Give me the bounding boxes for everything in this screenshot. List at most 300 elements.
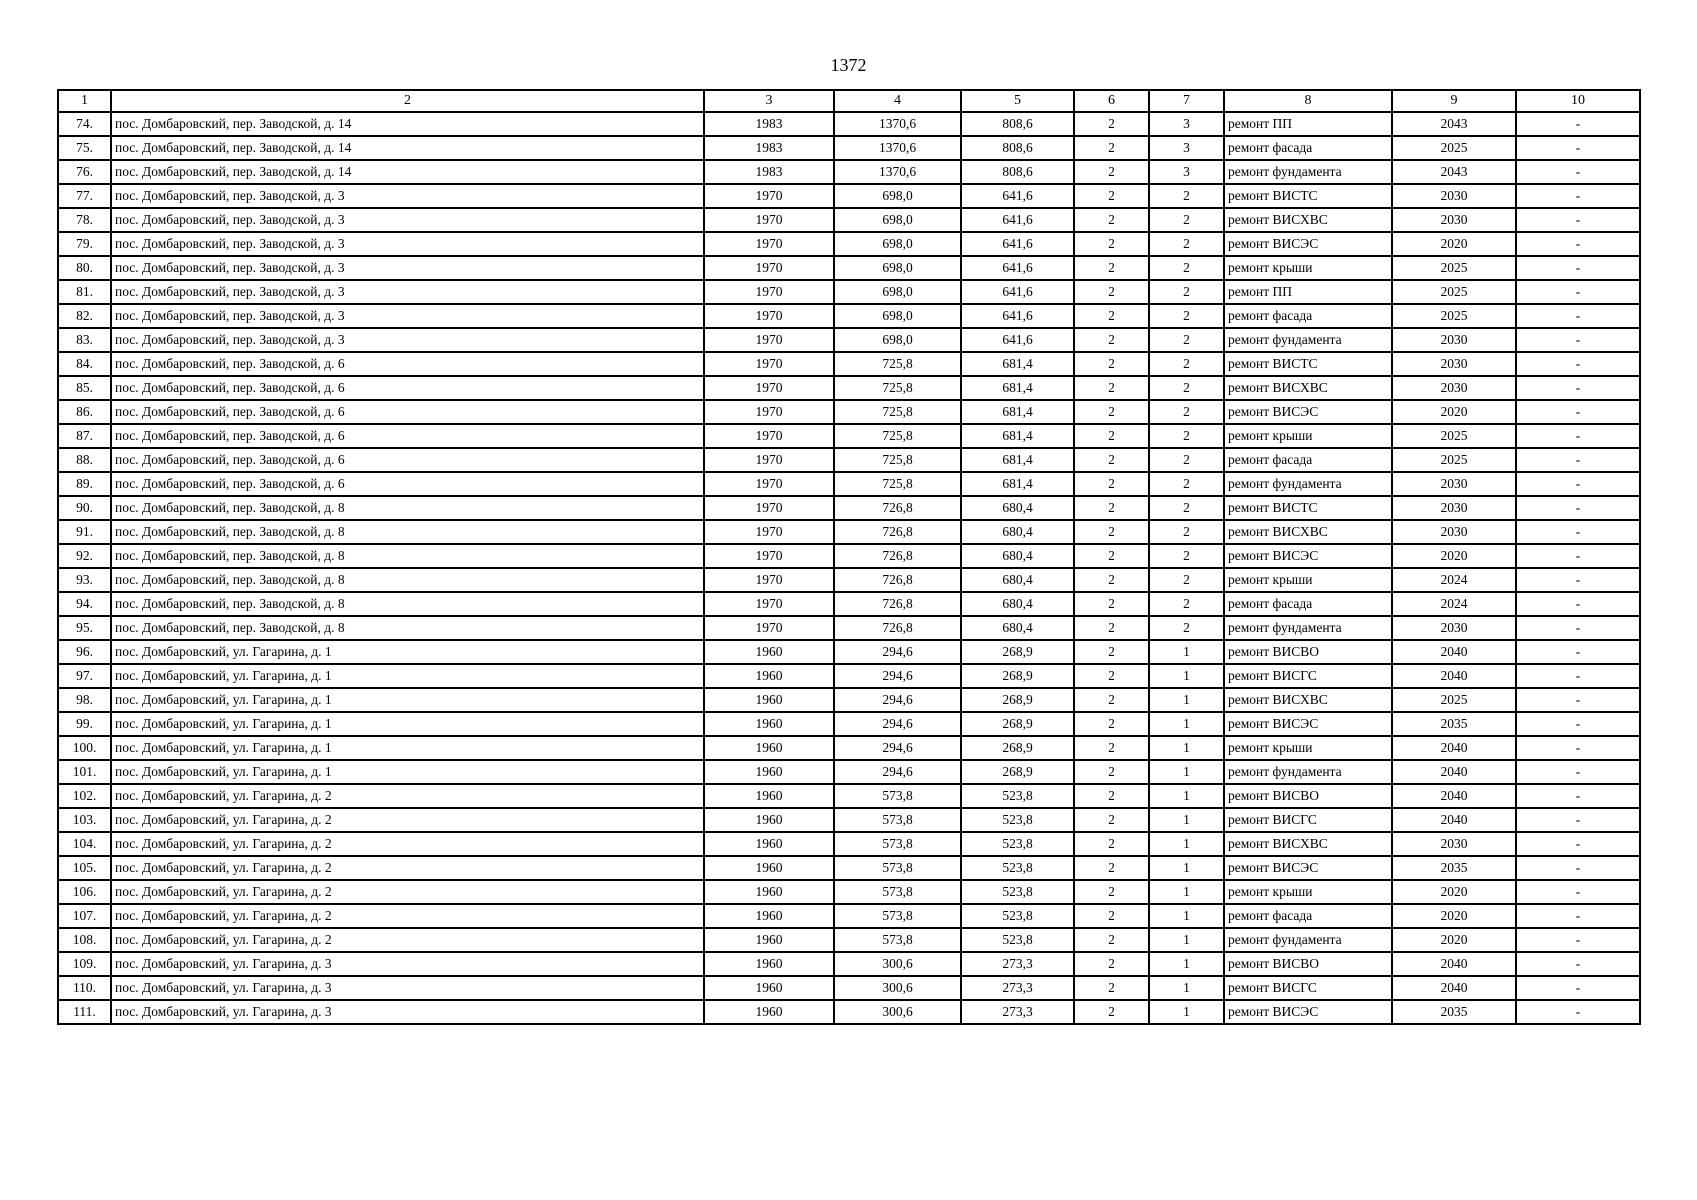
cell-entrances: 2	[1149, 328, 1224, 352]
cell-note: -	[1516, 1000, 1640, 1024]
cell-entrances: 2	[1149, 448, 1224, 472]
cell-note: -	[1516, 856, 1640, 880]
cell-living-area: 808,6	[961, 136, 1074, 160]
cell-total-area: 698,0	[834, 208, 961, 232]
cell-year-built: 1970	[704, 184, 834, 208]
table-row	[58, 880, 1640, 904]
cell-living-area: 681,4	[961, 424, 1074, 448]
cell-entrances: 1	[1149, 784, 1224, 808]
cell-work-type: ремонт фасада	[1224, 304, 1392, 328]
cell-work-type: ремонт ВИСТС	[1224, 496, 1392, 520]
cell-address: пос. Домбаровский, пер. Заводской, д. 3	[111, 304, 704, 328]
cell-row-number: 94.	[58, 592, 111, 616]
cell-entrances: 1	[1149, 952, 1224, 976]
cell-address: пос. Домбаровский, пер. Заводской, д. 8	[111, 592, 704, 616]
cell-year-built: 1960	[704, 760, 834, 784]
cell-address: пос. Домбаровский, пер. Заводской, д. 3	[111, 184, 704, 208]
cell-planned-year: 2025	[1392, 448, 1516, 472]
cell-total-area: 573,8	[834, 928, 961, 952]
cell-note: -	[1516, 256, 1640, 280]
cell-planned-year: 2020	[1392, 544, 1516, 568]
cell-entrances: 2	[1149, 592, 1224, 616]
cell-note: -	[1516, 808, 1640, 832]
cell-entrances: 1	[1149, 640, 1224, 664]
cell-note: -	[1516, 304, 1640, 328]
cell-living-area: 523,8	[961, 928, 1074, 952]
cell-entrances: 3	[1149, 136, 1224, 160]
cell-row-number: 106.	[58, 880, 111, 904]
cell-entrances: 1	[1149, 808, 1224, 832]
cell-planned-year: 2025	[1392, 424, 1516, 448]
cell-total-area: 698,0	[834, 256, 961, 280]
table-row	[58, 1000, 1640, 1024]
cell-row-number: 95.	[58, 616, 111, 640]
cell-address: пос. Домбаровский, пер. Заводской, д. 6	[111, 472, 704, 496]
cell-address: пос. Домбаровский, пер. Заводской, д. 6	[111, 448, 704, 472]
cell-total-area: 698,0	[834, 328, 961, 352]
table-row	[58, 208, 1640, 232]
cell-planned-year: 2025	[1392, 256, 1516, 280]
cell-total-area: 573,8	[834, 904, 961, 928]
table-row	[58, 976, 1640, 1000]
cell-floors: 2	[1074, 472, 1149, 496]
cell-row-number: 89.	[58, 472, 111, 496]
cell-planned-year: 2025	[1392, 688, 1516, 712]
cell-living-area: 681,4	[961, 448, 1074, 472]
cell-year-built: 1970	[704, 544, 834, 568]
cell-address: пос. Домбаровский, пер. Заводской, д. 3	[111, 232, 704, 256]
cell-work-type: ремонт ВИСГС	[1224, 808, 1392, 832]
cell-total-area: 726,8	[834, 568, 961, 592]
cell-row-number: 80.	[58, 256, 111, 280]
cell-note: -	[1516, 568, 1640, 592]
cell-entrances: 2	[1149, 232, 1224, 256]
cell-address: пос. Домбаровский, пер. Заводской, д. 8	[111, 568, 704, 592]
cell-work-type: ремонт фундамента	[1224, 160, 1392, 184]
table-row	[58, 472, 1640, 496]
table-row	[58, 496, 1640, 520]
table-row	[58, 112, 1640, 136]
cell-year-built: 1970	[704, 496, 834, 520]
cell-total-area: 573,8	[834, 880, 961, 904]
cell-living-area: 680,4	[961, 592, 1074, 616]
cell-work-type: ремонт фундамента	[1224, 616, 1392, 640]
cell-total-area: 725,8	[834, 472, 961, 496]
cell-total-area: 294,6	[834, 664, 961, 688]
table-row	[58, 616, 1640, 640]
cell-work-type: ремонт фасада	[1224, 592, 1392, 616]
cell-floors: 2	[1074, 304, 1149, 328]
cell-entrances: 1	[1149, 664, 1224, 688]
cell-living-area: 273,3	[961, 952, 1074, 976]
cell-work-type: ремонт ВИСЭС	[1224, 232, 1392, 256]
cell-entrances: 2	[1149, 256, 1224, 280]
cell-row-number: 79.	[58, 232, 111, 256]
cell-address: пос. Домбаровский, ул. Гагарина, д. 3	[111, 976, 704, 1000]
cell-entrances: 2	[1149, 376, 1224, 400]
cell-total-area: 294,6	[834, 688, 961, 712]
cell-year-built: 1970	[704, 616, 834, 640]
cell-planned-year: 2040	[1392, 760, 1516, 784]
cell-total-area: 725,8	[834, 448, 961, 472]
cell-note: -	[1516, 424, 1640, 448]
cell-living-area: 681,4	[961, 352, 1074, 376]
column-header-living-area: 5	[961, 90, 1074, 112]
cell-year-built: 1970	[704, 208, 834, 232]
cell-floors: 2	[1074, 448, 1149, 472]
cell-year-built: 1983	[704, 160, 834, 184]
table-row	[58, 664, 1640, 688]
cell-year-built: 1970	[704, 520, 834, 544]
cell-living-area: 641,6	[961, 232, 1074, 256]
cell-floors: 2	[1074, 736, 1149, 760]
cell-floors: 2	[1074, 592, 1149, 616]
column-header-row-number: 1	[58, 90, 111, 112]
table-row	[58, 328, 1640, 352]
cell-living-area: 680,4	[961, 496, 1074, 520]
cell-floors: 2	[1074, 136, 1149, 160]
cell-total-area: 725,8	[834, 352, 961, 376]
cell-floors: 2	[1074, 112, 1149, 136]
cell-entrances: 2	[1149, 424, 1224, 448]
cell-total-area: 698,0	[834, 232, 961, 256]
cell-work-type: ремонт фасада	[1224, 904, 1392, 928]
cell-planned-year: 2030	[1392, 208, 1516, 232]
cell-row-number: 102.	[58, 784, 111, 808]
table-row	[58, 760, 1640, 784]
cell-work-type: ремонт ВИСЭС	[1224, 544, 1392, 568]
cell-total-area: 573,8	[834, 856, 961, 880]
cell-year-built: 1960	[704, 1000, 834, 1024]
cell-floors: 2	[1074, 976, 1149, 1000]
cell-address: пос. Домбаровский, пер. Заводской, д. 3	[111, 256, 704, 280]
cell-planned-year: 2040	[1392, 976, 1516, 1000]
cell-living-area: 268,9	[961, 640, 1074, 664]
cell-living-area: 641,6	[961, 328, 1074, 352]
cell-planned-year: 2035	[1392, 712, 1516, 736]
cell-work-type: ремонт фундамента	[1224, 760, 1392, 784]
cell-entrances: 1	[1149, 856, 1224, 880]
cell-total-area: 1370,6	[834, 160, 961, 184]
cell-planned-year: 2043	[1392, 160, 1516, 184]
cell-planned-year: 2020	[1392, 880, 1516, 904]
cell-total-area: 726,8	[834, 544, 961, 568]
cell-entrances: 2	[1149, 304, 1224, 328]
cell-row-number: 87.	[58, 424, 111, 448]
cell-row-number: 93.	[58, 568, 111, 592]
cell-floors: 2	[1074, 640, 1149, 664]
cell-work-type: ремонт ПП	[1224, 280, 1392, 304]
cell-address: пос. Домбаровский, пер. Заводской, д. 6	[111, 424, 704, 448]
cell-year-built: 1970	[704, 328, 834, 352]
cell-note: -	[1516, 640, 1640, 664]
table-row	[58, 352, 1640, 376]
cell-row-number: 103.	[58, 808, 111, 832]
cell-planned-year: 2020	[1392, 400, 1516, 424]
cell-work-type: ремонт ВИСВО	[1224, 640, 1392, 664]
cell-address: пос. Домбаровский, ул. Гагарина, д. 2	[111, 784, 704, 808]
cell-floors: 2	[1074, 616, 1149, 640]
cell-entrances: 2	[1149, 544, 1224, 568]
registry-table	[57, 89, 1641, 1025]
cell-row-number: 104.	[58, 832, 111, 856]
cell-floors: 2	[1074, 808, 1149, 832]
table-row	[58, 592, 1640, 616]
cell-planned-year: 2030	[1392, 520, 1516, 544]
cell-planned-year: 2040	[1392, 808, 1516, 832]
cell-entrances: 1	[1149, 928, 1224, 952]
cell-floors: 2	[1074, 904, 1149, 928]
cell-living-area: 681,4	[961, 400, 1074, 424]
cell-total-area: 725,8	[834, 424, 961, 448]
cell-floors: 2	[1074, 280, 1149, 304]
cell-work-type: ремонт ВИСВО	[1224, 784, 1392, 808]
cell-note: -	[1516, 592, 1640, 616]
cell-note: -	[1516, 928, 1640, 952]
cell-note: -	[1516, 832, 1640, 856]
cell-work-type: ремонт ПП	[1224, 112, 1392, 136]
cell-planned-year: 2030	[1392, 184, 1516, 208]
cell-year-built: 1970	[704, 592, 834, 616]
cell-row-number: 85.	[58, 376, 111, 400]
table-body	[58, 90, 1640, 1024]
cell-planned-year: 2025	[1392, 136, 1516, 160]
cell-total-area: 300,6	[834, 952, 961, 976]
table-row	[58, 784, 1640, 808]
cell-total-area: 294,6	[834, 640, 961, 664]
cell-work-type: ремонт фасада	[1224, 448, 1392, 472]
cell-work-type: ремонт крыши	[1224, 424, 1392, 448]
cell-entrances: 2	[1149, 184, 1224, 208]
cell-living-area: 268,9	[961, 760, 1074, 784]
cell-note: -	[1516, 496, 1640, 520]
cell-living-area: 680,4	[961, 544, 1074, 568]
table-row	[58, 184, 1640, 208]
table-row	[58, 808, 1640, 832]
cell-total-area: 573,8	[834, 808, 961, 832]
cell-total-area: 698,0	[834, 304, 961, 328]
column-header-floors: 6	[1074, 90, 1149, 112]
cell-note: -	[1516, 400, 1640, 424]
cell-note: -	[1516, 952, 1640, 976]
cell-floors: 2	[1074, 664, 1149, 688]
table-row	[58, 256, 1640, 280]
cell-entrances: 1	[1149, 736, 1224, 760]
cell-row-number: 88.	[58, 448, 111, 472]
cell-floors: 2	[1074, 760, 1149, 784]
cell-floors: 2	[1074, 352, 1149, 376]
cell-living-area: 641,6	[961, 184, 1074, 208]
table-row	[58, 904, 1640, 928]
cell-planned-year: 2030	[1392, 328, 1516, 352]
cell-planned-year: 2030	[1392, 496, 1516, 520]
cell-floors: 2	[1074, 376, 1149, 400]
cell-floors: 2	[1074, 208, 1149, 232]
cell-floors: 2	[1074, 784, 1149, 808]
cell-planned-year: 2040	[1392, 784, 1516, 808]
cell-planned-year: 2030	[1392, 376, 1516, 400]
column-header-entrances: 7	[1149, 90, 1224, 112]
cell-row-number: 91.	[58, 520, 111, 544]
cell-address: пос. Домбаровский, ул. Гагарина, д. 1	[111, 736, 704, 760]
cell-year-built: 1960	[704, 784, 834, 808]
cell-year-built: 1970	[704, 256, 834, 280]
cell-note: -	[1516, 328, 1640, 352]
cell-work-type: ремонт фундамента	[1224, 472, 1392, 496]
cell-note: -	[1516, 160, 1640, 184]
cell-address: пос. Домбаровский, ул. Гагарина, д. 1	[111, 712, 704, 736]
column-header-total-area: 4	[834, 90, 961, 112]
cell-note: -	[1516, 448, 1640, 472]
cell-entrances: 1	[1149, 688, 1224, 712]
cell-note: -	[1516, 904, 1640, 928]
cell-year-built: 1960	[704, 712, 834, 736]
cell-living-area: 523,8	[961, 784, 1074, 808]
cell-floors: 2	[1074, 856, 1149, 880]
cell-note: -	[1516, 472, 1640, 496]
cell-note: -	[1516, 280, 1640, 304]
cell-planned-year: 2020	[1392, 232, 1516, 256]
cell-row-number: 99.	[58, 712, 111, 736]
cell-address: пос. Домбаровский, пер. Заводской, д. 8	[111, 544, 704, 568]
table-row	[58, 448, 1640, 472]
cell-address: пос. Домбаровский, ул. Гагарина, д. 1	[111, 640, 704, 664]
cell-year-built: 1970	[704, 400, 834, 424]
cell-work-type: ремонт ВИСГС	[1224, 976, 1392, 1000]
cell-address: пос. Домбаровский, ул. Гагарина, д. 2	[111, 904, 704, 928]
cell-floors: 2	[1074, 544, 1149, 568]
cell-work-type: ремонт крыши	[1224, 880, 1392, 904]
cell-work-type: ремонт ВИСВО	[1224, 952, 1392, 976]
cell-year-built: 1960	[704, 640, 834, 664]
cell-row-number: 76.	[58, 160, 111, 184]
cell-entrances: 2	[1149, 520, 1224, 544]
column-header-address: 2	[111, 90, 704, 112]
table-row	[58, 712, 1640, 736]
cell-row-number: 92.	[58, 544, 111, 568]
column-header-year-built: 3	[704, 90, 834, 112]
cell-work-type: ремонт крыши	[1224, 736, 1392, 760]
cell-note: -	[1516, 880, 1640, 904]
cell-row-number: 107.	[58, 904, 111, 928]
cell-planned-year: 2043	[1392, 112, 1516, 136]
cell-work-type: ремонт фасада	[1224, 136, 1392, 160]
table-row	[58, 688, 1640, 712]
cell-note: -	[1516, 232, 1640, 256]
cell-entrances: 3	[1149, 112, 1224, 136]
cell-year-built: 1970	[704, 376, 834, 400]
cell-entrances: 1	[1149, 1000, 1224, 1024]
cell-entrances: 1	[1149, 832, 1224, 856]
table-row	[58, 160, 1640, 184]
table-row	[58, 856, 1640, 880]
cell-floors: 2	[1074, 712, 1149, 736]
cell-row-number: 90.	[58, 496, 111, 520]
cell-entrances: 1	[1149, 760, 1224, 784]
cell-row-number: 101.	[58, 760, 111, 784]
cell-work-type: ремонт ВИСЭС	[1224, 712, 1392, 736]
cell-row-number: 108.	[58, 928, 111, 952]
cell-total-area: 573,8	[834, 832, 961, 856]
cell-work-type: ремонт ВИСТС	[1224, 184, 1392, 208]
cell-year-built: 1970	[704, 568, 834, 592]
cell-address: пос. Домбаровский, ул. Гагарина, д. 2	[111, 856, 704, 880]
cell-living-area: 680,4	[961, 568, 1074, 592]
cell-living-area: 641,6	[961, 304, 1074, 328]
table-row	[58, 280, 1640, 304]
table-row	[58, 136, 1640, 160]
table-row	[58, 568, 1640, 592]
cell-planned-year: 2025	[1392, 304, 1516, 328]
table-row	[58, 520, 1640, 544]
cell-total-area: 294,6	[834, 736, 961, 760]
cell-entrances: 1	[1149, 712, 1224, 736]
cell-row-number: 77.	[58, 184, 111, 208]
cell-note: -	[1516, 208, 1640, 232]
cell-living-area: 273,3	[961, 1000, 1074, 1024]
cell-row-number: 81.	[58, 280, 111, 304]
cell-floors: 2	[1074, 1000, 1149, 1024]
cell-row-number: 97.	[58, 664, 111, 688]
cell-entrances: 2	[1149, 352, 1224, 376]
cell-work-type: ремонт ВИСХВС	[1224, 208, 1392, 232]
cell-floors: 2	[1074, 496, 1149, 520]
cell-entrances: 2	[1149, 616, 1224, 640]
cell-year-built: 1970	[704, 352, 834, 376]
table-row	[58, 376, 1640, 400]
cell-year-built: 1960	[704, 664, 834, 688]
cell-planned-year: 2020	[1392, 928, 1516, 952]
cell-year-built: 1983	[704, 112, 834, 136]
cell-work-type: ремонт ВИСХВС	[1224, 520, 1392, 544]
cell-row-number: 74.	[58, 112, 111, 136]
cell-address: пос. Домбаровский, пер. Заводской, д. 8	[111, 520, 704, 544]
cell-work-type: ремонт ВИСХВС	[1224, 688, 1392, 712]
cell-floors: 2	[1074, 232, 1149, 256]
cell-living-area: 681,4	[961, 376, 1074, 400]
table-row	[58, 400, 1640, 424]
cell-floors: 2	[1074, 688, 1149, 712]
cell-year-built: 1960	[704, 856, 834, 880]
cell-total-area: 726,8	[834, 592, 961, 616]
cell-planned-year: 2030	[1392, 616, 1516, 640]
cell-year-built: 1960	[704, 808, 834, 832]
cell-work-type: ремонт ВИСТС	[1224, 352, 1392, 376]
table-row	[58, 640, 1640, 664]
cell-total-area: 294,6	[834, 760, 961, 784]
cell-planned-year: 2025	[1392, 280, 1516, 304]
cell-planned-year: 2030	[1392, 472, 1516, 496]
cell-work-type: ремонт ВИСЭС	[1224, 856, 1392, 880]
cell-entrances: 1	[1149, 880, 1224, 904]
cell-row-number: 82.	[58, 304, 111, 328]
column-header-work-type: 8	[1224, 90, 1392, 112]
cell-note: -	[1516, 352, 1640, 376]
cell-floors: 2	[1074, 880, 1149, 904]
cell-floors: 2	[1074, 568, 1149, 592]
cell-address: пос. Домбаровский, ул. Гагарина, д. 2	[111, 808, 704, 832]
cell-planned-year: 2030	[1392, 352, 1516, 376]
cell-planned-year: 2035	[1392, 856, 1516, 880]
cell-address: пос. Домбаровский, пер. Заводской, д. 6	[111, 376, 704, 400]
cell-note: -	[1516, 784, 1640, 808]
cell-living-area: 268,9	[961, 736, 1074, 760]
cell-living-area: 273,3	[961, 976, 1074, 1000]
cell-work-type: ремонт фундамента	[1224, 928, 1392, 952]
cell-entrances: 2	[1149, 568, 1224, 592]
cell-row-number: 83.	[58, 328, 111, 352]
cell-address: пос. Домбаровский, ул. Гагарина, д. 3	[111, 1000, 704, 1024]
